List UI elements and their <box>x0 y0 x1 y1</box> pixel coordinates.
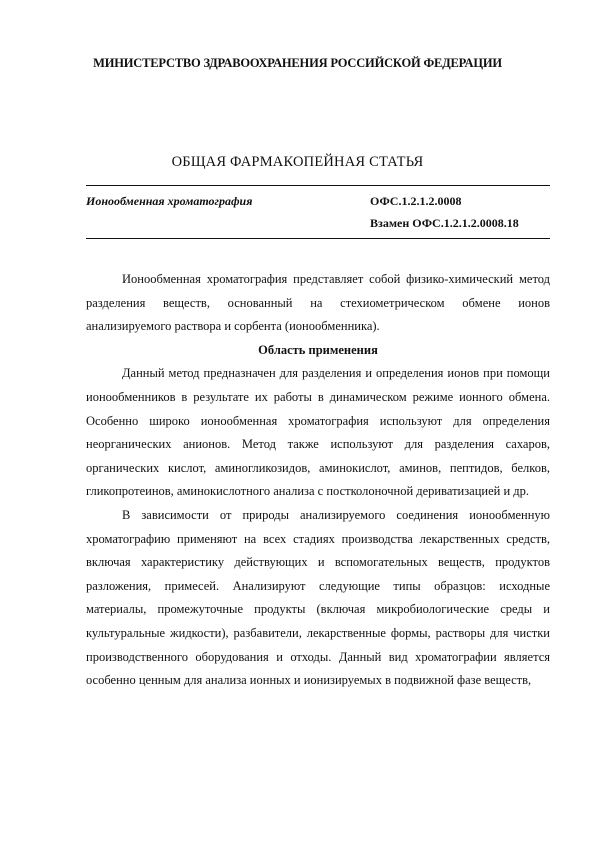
replaces-code: Взамен ОФС.1.2.1.2.0008.18 <box>370 216 519 230</box>
ministry-heading: МИНИСТЕРСТВО ЗДРАВООХРАНЕНИЯ РОССИЙСКОЙ ФЕДЕРАЦИИ <box>93 56 502 70</box>
article-body <box>86 268 550 693</box>
section-heading: Область применения <box>258 342 378 357</box>
scope-paragraph-1: Данный метод предназначен для разделения и определения ионов при помощи ионообменников в результате их работы в динамическом режиме ионного обмена. Особенно широко ионообменная хроматография используют для определения неорганических анионов. Метод также используют для разделения сахаров, органических кислот, аминогликозидов, аминокислот, аминов, пептидов, белков, гликопротеинов, аминокислотного анализа с постколоночной дериватизацией и др. <box>86 366 550 499</box>
scope-paragraph-2: В зависимости от природы анализируемого соединения ионообменную хроматографию применяют на всех стадиях производства лекарственных средств, включая характеристику действующих и вспомогательных веществ, продуктов разложения, примесей. Анализируют следующие типы образцов: исходные материалы, промежуточные продукты (включая микробиологические среды и культуральные жидкости), разбавители, лекарственные формы, растворы для чистки производственного оборудования и отходы. Данный вид хроматографии является особенно ценным для анализа ионных и ионизируемых в подвижной фазе веществ, <box>86 507 550 688</box>
intro-paragraph: Ионообменная хроматография представляет собой физико-химический метод разделения веществ, основанный на стехиометрическом обмене ионов анализируемого раствора и сорбента (ионообменника). <box>86 272 550 334</box>
article-name: Ионообменная хроматография <box>86 194 253 208</box>
document-type-title: ОБЩАЯ ФАРМАКОПЕЙНАЯ СТАТЬЯ <box>171 154 424 170</box>
article-code: ОФС.1.2.1.2.0008 <box>370 194 462 208</box>
top-divider <box>86 185 550 186</box>
bottom-divider <box>86 238 550 239</box>
